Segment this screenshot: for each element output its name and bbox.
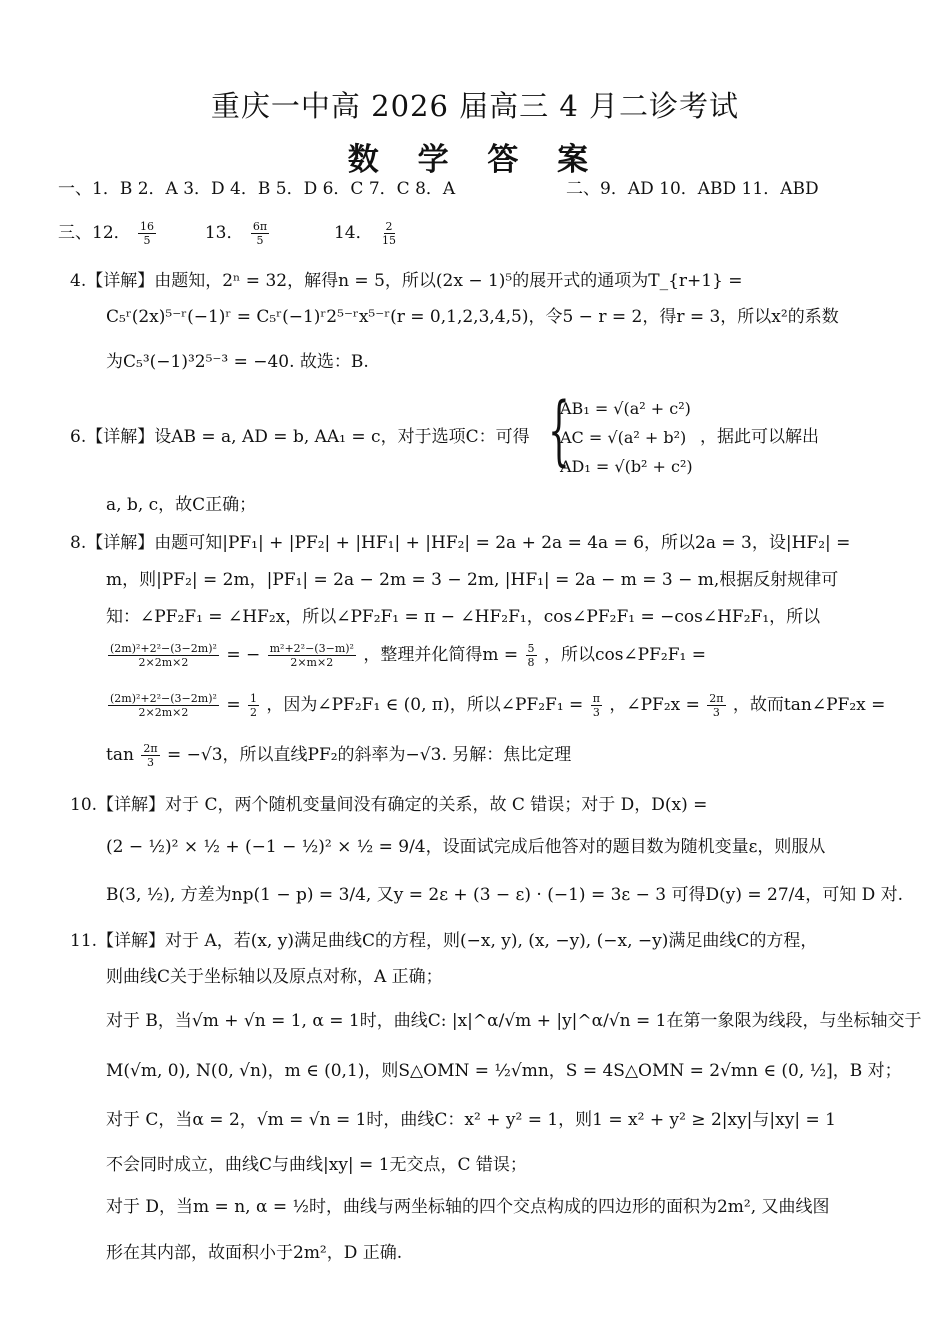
q8-line-2: m，则|PF₂| = 2m，|PF₁| = 2a − 2m = 3 − 2m, |HF₁| = 2a − m = 3 − m,根据反射规律可: [106, 570, 839, 590]
q6-line-2: a, b, c，故C正确；: [106, 495, 257, 515]
answer-13-label: 13．: [204, 223, 244, 243]
answers-fill-prefix: 三、12．: [58, 223, 131, 243]
page-title: 重庆一中高 2026 届高三 4 月二诊考试: [210, 89, 740, 123]
q8-pi-third: $\frac{\pi}{3}$: [592, 692, 600, 719]
q8-half: $\frac{1}{2}$: [249, 692, 257, 719]
q8-two-pi-third: $\frac{2\pi}{3}$: [709, 692, 724, 719]
q8-line-6-a: tan: [106, 745, 134, 765]
q6-line-1: 6.【详解】设AB = a, AD = b, AA₁ = c，对于选项C：可得: [70, 427, 530, 447]
answer-14-fraction: $\frac{2}{15}$: [382, 220, 396, 247]
q8-fraction-3: $\frac{\text{(2m)²+2²−(3−2m)²}}{2\times 2m\times 2}$: [110, 692, 217, 719]
q6-line-1-tail: ，据此可以解出: [700, 427, 819, 447]
q8-line-3: 知：∠PF₂F₁ = ∠HF₂x，所以∠PF₂F₁ = π − ∠HF₂F₁，cos∠PF₂F₁ = −cos∠HF₂F₁，所以: [106, 607, 821, 627]
q11-line-2: 则曲线C关于坐标轴以及原点对称，A 正确；: [106, 967, 443, 987]
q4-line-2: C₅ʳ(2x)⁵⁻ʳ(−1)ʳ = C₅ʳ(−1)ʳ2⁵⁻ʳx⁵⁻ʳ(r = 0,1,2,3,4,5)，令5 − r = 2，得r = 3，所以x²的系数: [106, 307, 839, 327]
q6-eq-ad1: AD₁ = √(b² + c²): [560, 457, 693, 476]
answer-13-fraction: $\frac{6\pi}{5}$: [252, 220, 268, 247]
q8-equals-minus: = −: [226, 645, 261, 665]
q8-line-4-mid: ，整理并化简得m =: [363, 645, 519, 665]
q8-fraction-2: $\frac{\text{m²+2²−(3−m)²}}{2\times m\times 2}$: [269, 642, 354, 669]
q8-line-4: [106, 640, 706, 669]
q8-line-5: [106, 690, 885, 719]
q10-line-2: (2 − ½)² × ½ + (−1 − ½)² × ½ = 9/4，设面试完成后他答对的题目数为随机变量ε，则服从: [106, 837, 826, 857]
q11-line-5: 对于 C，当α = 2，√m = √n = 1时，曲线C：x² + y² = 1，则1 = x² + y² ≥ 2|xy|与|xy| = 1: [106, 1110, 836, 1130]
q11-line-8: 形在其内部，故面积小于2m²，D 正确.: [106, 1243, 403, 1263]
q8-line-5-c: ，∠PF₂x =: [609, 695, 700, 715]
q6-equation-system: [560, 394, 693, 481]
q8-line-6: [106, 740, 571, 769]
q11-line-4: M(√m, 0), N(0, √n)，m ∈ (0,1)，则S△OMN = ½√mn，S = 4S△OMN = 2√mn ∈ (0, ½]，B 对；: [106, 1061, 902, 1081]
q10-line-1: 10.【详解】对于 C，两个随机变量间没有确定的关系，故 C 错误；对于 D，D(x) =: [70, 795, 708, 815]
q6-eq-ab1: AB₁ = √(a² + c²): [560, 399, 691, 418]
q11-line-6: 不会同时成立，曲线C与曲线|xy| = 1无交点，C 错误；: [106, 1155, 527, 1175]
q4-line-1: 4.【详解】由题知，2ⁿ = 32，解得n = 5，所以(2x − 1)⁵的展开式的通项为T_{r+1} =: [70, 271, 743, 291]
q11-line-1: 11.【详解】对于 A，若(x, y)满足曲线C的方程，则(−x, y), (x, −y), (−x, −y)满足曲线C的方程，: [70, 931, 818, 951]
q8-tan-arg: $\frac{2\pi}{3}$: [143, 742, 158, 769]
q8-line-5-d: ，故而tan∠PF₂x =: [732, 695, 886, 715]
q11-line-3: 对于 B，当√m + √n = 1, α = 1时，曲线C: |x|^α/√m + |y|^α/√n = 1在第一象限为线段，与坐标轴交于: [106, 1011, 922, 1031]
q8-line-5-b: ，因为∠PF₂F₁ ∈ (0, π)，所以∠PF₂F₁ =: [266, 695, 584, 715]
q4-line-3: 为C₅³(−1)³2⁵⁻³ = −40. 故选：B.: [106, 352, 369, 372]
answers-choice-single: 一、1．B 2．A 3．D 4．B 5．D 6．C 7．C 8．A: [58, 179, 456, 199]
answers-fill-in: [58, 218, 400, 247]
q6-eq-ac: AC = √(a² + b²): [560, 428, 687, 447]
q8-line-4-end: ，所以cos∠PF₂F₁ =: [543, 645, 706, 665]
q6-system-brace: {: [548, 385, 570, 474]
answer-14-label: 14．: [333, 223, 373, 243]
q11-line-7: 对于 D，当m = n, α = ½时，曲线与两坐标轴的四个交点构成的四边形的面积为2m², 又曲线图: [106, 1197, 830, 1217]
answers-choice-multiple: 二、9．AD 10．ABD 11．ABD: [566, 179, 819, 199]
q8-fraction-1: $\frac{\text{(2m)²+2²−(3−2m)²}}{2\times 2m\times 2}$: [110, 642, 217, 669]
q8-line-5-a: =: [226, 695, 246, 715]
q8-line-1: 8.【详解】由题可知|PF₁| + |PF₂| + |HF₁| + |HF₂| = 2a + 2a = 4a = 6，所以2a = 3，设|HF₂| =: [70, 533, 851, 553]
q8-m-value: $\frac{5}{8}$: [527, 642, 535, 669]
answer-12-fraction: $\frac{16}{5}$: [140, 220, 155, 247]
q10-line-3: B(3, ½), 方差为np(1 − p) = 3/4, 又y = 2ε + (3 − ε) · (−1) = 3ε − 3 可得D(y) = 27/4，可知 D 对.: [106, 885, 904, 905]
q8-line-6-b: = −√3，所以直线PF₂的斜率为−√3. 另解：焦比定理: [166, 745, 572, 765]
page-subtitle: 数 学 答 案: [347, 142, 603, 178]
